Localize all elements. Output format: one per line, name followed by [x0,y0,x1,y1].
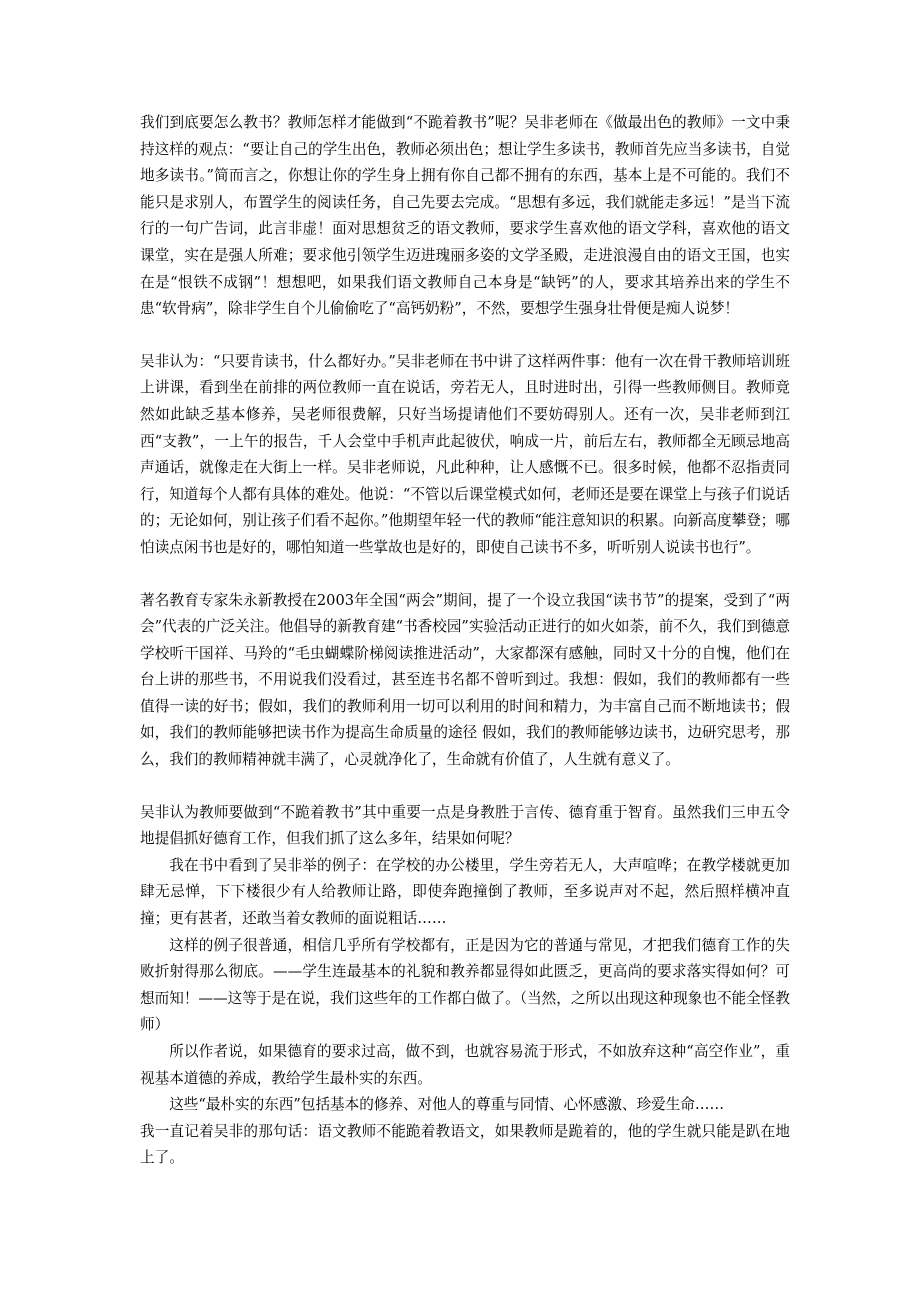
paragraph-1: 我们到底要怎么教书？教师怎样才能做到“不跪着教书”呢？吴非老师在《做最出色的教师》一文中秉持这样的观点：“要让自己的学生出色，教师必须出色；想让学生多读书，教师首先应当多读书，自觉地多读书。”简而言之，你想让你的学生身上拥有你自己都不拥有的东西，基本上是不可能的。我们不能只是求别人，布置学生的阅读任务，自己先要去完成。“思想有多远，我们就能走多远！”是当下流行的一句广告词，此言非虚！面对思想贫乏的语文教师，要求学生喜欢他的语文学科，喜欢他的语文课堂，实在是强人所难；要求他引领学生迈进瑰丽多姿的文学圣殿，走进浪漫自由的语文王国，也实在是“恨铁不成钢”！想想吧，如果我们语文教师自己本身是“缺钙”的人，要求其培养出来的学生不患“软骨病”，除非学生自个儿偷偷吃了“高钙奶粉”，不然，要想学生强身壮骨便是痴人说梦！ [140,114,790,318]
paragraph-4-analysis: 这样的例子很普通，相信几乎所有学校都有，正是因为它的普通与常见，才把我们德育工作的失败折射得那么彻底。——学生连最基本的礼貌和教养都显得如此匮乏，更高尚的要求落实得如何？可想而知！——这等于是在说，我们这些年的工作都白做了。（当然，之所以出现这种现象也不能全怪教师） [140,936,790,1034]
paragraph-gap [140,323,790,349]
paragraph-4-list: 这些“最朴实的东西”包括基本的修养、对他人的尊重与同情、心怀感激、珍爱生命…… [169,1096,725,1114]
paragraph-4-example: 我在书中看到了吴非举的例子：在学校的办公楼里，学生旁若无人，大声喧哗；在教学楼就更加肆无忌惮，下下楼很少有人给教师让路，即使奔跑撞倒了教师，至多说声对不起，然后照样横冲直撞；更有甚者，还敢当着女教师的面说粗话…… [140,856,790,928]
paragraph-gap [140,562,790,588]
paragraph-closing: 我一直记着吴非的那句话：语文教师不能跪着教语文，如果教师是跪着的，他的学生就只能是趴在地上了。 [140,1122,790,1167]
paragraph-gap [140,774,790,800]
document-page [140,110,790,1172]
paragraph-4-lead: 吴非认为教师要做到“不跪着教书”其中重要一点是身教胜于言传、德育重于智育。虽然我们三申五令地提倡抓好德育工作，但我们抓了这么多年，结果如何呢？ [140,803,790,848]
paragraph-4-conclusion: 所以作者说，如果德育的要求过高，做不到，也就容易流于形式，不如放弃这种“高空作业”，重视基本道德的养成，教给学生最朴实的东西。 [140,1043,790,1087]
paragraph-3: 著名教育专家朱永新教授在2003年全国“两会”期间，提了一个设立我国“读书节”的提案，受到了“两会”代表的广泛关注。他倡导的新教育建“书香校园”实验活动正进行的如火如荼，前不久，我们到德意学校听干国祥、马羚的“毛虫蝴蝶阶梯阅读推进活动”，大家都深有感触，同时又十分的自愧，他们在台上讲的那些书，不用说我们没看过，甚至连书名都不曾听到过。我想：假如，我们的教师都有一些值得一读的好书；假如，我们的教师利用一切可以利用的时间和精力，为丰富自己而不断地读书；假如，我们的教师能够把读书作为提高生命质量的途径 假如，我们的教师能够边读书，边研究思考，那么，我们的教师精神就丰满了，心灵就净化了，生命就有价值了，人生就有意义了。 [140,591,790,769]
paragraph-2: 吴非认为：“只要肯读书，什么都好办。”吴非老师在书中讲了这样两件事：他有一次在骨干教师培训班上讲课，看到坐在前排的两位教师一直在说话，旁若无人，且时进时出，引得一些教师侧目。教师竟然如此缺乏基本修养，吴老师很费解，只好当场提请他们不要妨碍别人。还有一次，吴非老师到江西“支教”，一上午的报告，千人会堂中手机声此起彼伏，响成一片，前后左右，教师都全无顾忌地高声通话，就像走在大街上一样。吴非老师说，凡此种种，让人感慨不已。很多时候，他都不忍指责同行，知道每个人都有具体的难处。他说：“不管以后课堂模式如何，老师还是要在课堂上与孩子们说话的；无论如何，别让孩子们看不起你。”他期望年轻一代的教师“能注意知识的积累。向新高度攀登；哪怕读点闲书也是好的，哪怕知道一些掌故也是好的，即使自己读书不多，听听别人说读书也行”。 [140,352,790,556]
